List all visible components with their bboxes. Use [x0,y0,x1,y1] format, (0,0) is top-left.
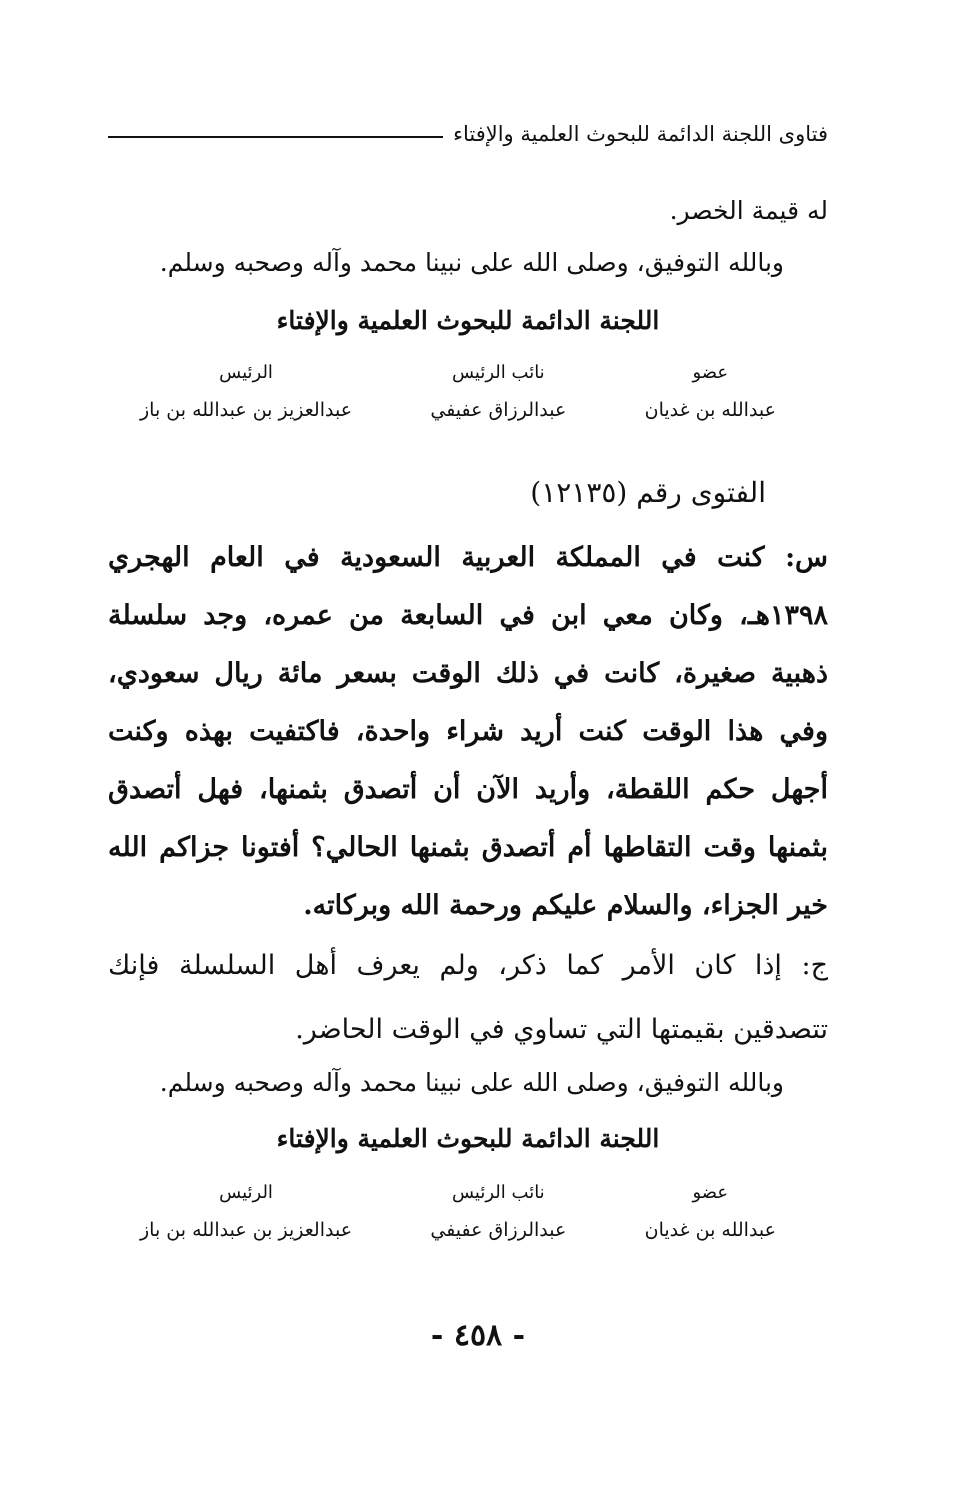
signatory-name: عبدالعزيز بن عبدالله بن باز [140,1219,353,1241]
signatory-role: الرئيس [219,362,273,383]
signatory-vice-president [430,1182,566,1241]
signatory-name: عبدالرزاق عفيفي [430,1219,567,1241]
page-number: - ٤٥٨ - [430,1318,526,1353]
signatory-president [140,1182,352,1241]
question-line: ١٣٩٨هـ، وكان معي ابن في السابعة من عمره، وجد سلسلة [108,600,828,631]
signatory-member [645,1182,776,1241]
fatwa-number: الفتوى رقم (١٢١٣٥) [530,476,766,509]
question-line: ذهبية صغيرة، كانت في ذلك الوقت بسعر مائة ريال سعودي، [108,658,828,689]
signatory-name: عبدالعزيز بن عبدالله بن باز [140,399,353,421]
closing-formula-1: وبالله التوفيق، وصلى الله على نبينا محمد وآله وصحبه وسلم. [159,248,784,277]
signatory-role: الرئيس [219,1182,273,1203]
question-line: أجهل حكم اللقطة، وأريد الآن أن أتصدق بثمنها، فهل أتصدق [108,774,828,805]
signatory-member [645,362,776,421]
signatory-name: عبدالرزاق عفيفي [430,399,567,421]
committee-heading-2: اللجنة الدائمة للبحوث العلمية والإفتاء [276,1124,660,1153]
signatory-role: عضو [692,362,729,383]
signatory-vice-president [430,362,566,421]
running-head-rule [108,136,443,138]
committee-heading-1: اللجنة الدائمة للبحوث العلمية والإفتاء [276,306,660,335]
signatory-name: عبدالله بن غديان [644,1219,776,1241]
question-line: خير الجزاء، والسلام عليكم ورحمة الله وبركاته. [303,890,828,921]
signatory-name: عبدالله بن غديان [644,399,776,421]
opening-line: له قيمة الخصر. [669,196,828,225]
question-line: وفي هذا الوقت كنت أريد شراء واحدة، فاكتفيت بهذه وكنت [108,716,828,747]
answer-line: ج: إذا كان الأمر كما ذكر، ولم يعرف أهل السلسلة فإنك [108,950,828,981]
question-line: بثمنها وقت التقاطها أم أتصدق بثمنها الحالي؟ أفتونا جزاكم الله [108,832,828,863]
signatory-role: نائب الرئيس [451,362,545,383]
answer-line: تتصدقين بقيمتها التي تساوي في الوقت الحاضر. [295,1014,828,1045]
signatures-block-2 [140,1182,776,1241]
signatory-role: عضو [692,1182,729,1203]
signatory-president [140,362,352,421]
closing-formula-2: وبالله التوفيق، وصلى الله على نبينا محمد وآله وصحبه وسلم. [159,1068,784,1097]
running-head-title: فتاوى اللجنة الدائمة للبحوث العلمية والإفتاء [453,122,828,146]
question-line: س: كنت في المملكة العربية السعودية في العام الهجري [108,542,828,573]
signatory-role: نائب الرئيس [451,1182,545,1203]
running-head [108,122,828,146]
signatures-block-1 [140,362,776,421]
